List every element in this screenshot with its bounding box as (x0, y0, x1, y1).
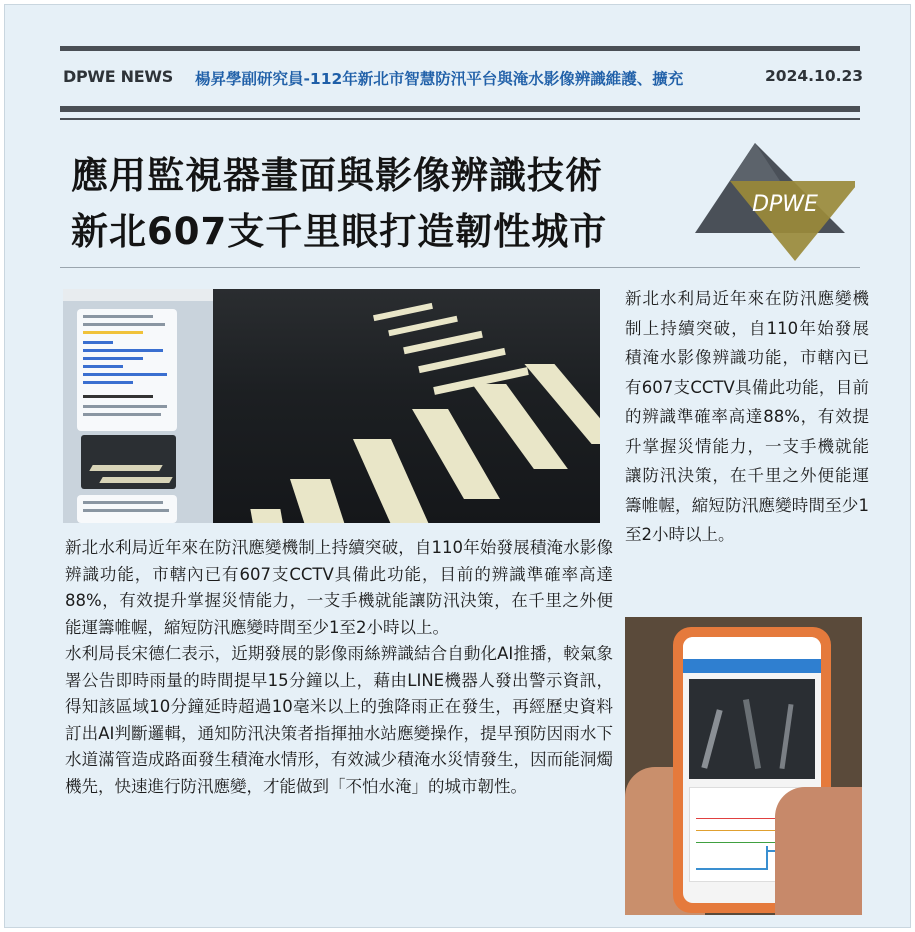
line-alert-cctv-photo (63, 289, 600, 523)
article-body (65, 535, 613, 800)
article-paragraph-2: 水利局長宋德仁表示，近期發展的影像雨絲辨識結合自動化AI推播，較氣象署公告即時雨量的時間提早15分鐘以上，藉由LINE機器人發出警示資訊，得知該區域10分鐘延時超過10毫米以上的強降雨正在發生，再經歷史資料訂出AI判斷邏輯，通知防汛決策者指揮抽水站應變操作，提早預防因雨水下水道滿管造成路面發生積淹水情形，有效減少積淹水災情發生，因而能洞燭機先，快速進行防汛應變，才能做到「不怕水淹」的城市韌性。 (65, 644, 613, 796)
header-rule-thick (60, 106, 860, 112)
cctv-street-image (213, 289, 600, 523)
dpwe-logo (695, 143, 855, 263)
newsletter-subject: 楊昇學副研究員-112年新北市智慧防汛平台與淹水影像辨識維護、擴充 (195, 70, 684, 88)
logo-text: DPWE (752, 192, 818, 217)
phone-app-photo (625, 617, 862, 915)
top-rule (60, 46, 860, 51)
sidebar-paragraph: 新北水利局近年來在防汛應變機制上持續突破，自110年始發展積淹水影像辨識功能，市轄內已有607支CCTV具備此功能，目前的辨識準確率高達88%，有效提升掌握災情能力，一支手機就能讓防汛決策，在千里之外便能運籌帷幄，縮短防汛應變時間至少1至2小時以上。 (625, 289, 869, 544)
header-rule-thin (60, 118, 860, 120)
headline-line-2: 新北607支千里眼打造韌性城市 (71, 210, 608, 253)
hand-right (775, 787, 862, 915)
chat-title-bar (63, 289, 213, 301)
divider (60, 267, 860, 268)
chat-bubble (77, 309, 177, 431)
newsletter-date: 2024.10.23 (765, 67, 864, 85)
article-paragraph-1: 新北水利局近年來在防汛應變機制上持續突破，自110年始發展積淹水影像辨識功能，市轄內已有607支CCTV具備此功能，目前的辨識準確率高達88%，有效提升掌握災情能力，一支手機就能讓防汛決策，在千里之外便能運籌帷幄，縮短防汛應變時間至少1至2小時以上。 (65, 538, 613, 637)
newsletter-page (4, 4, 911, 928)
chat-bubble-2 (77, 495, 177, 523)
chat-cctv-thumbnail (81, 435, 176, 489)
headline-line-1: 應用監視器畫面與影像辨識技術 (71, 154, 603, 197)
newsletter-brand: DPWE NEWS (63, 67, 173, 86)
line-chat-screenshot (63, 289, 213, 523)
